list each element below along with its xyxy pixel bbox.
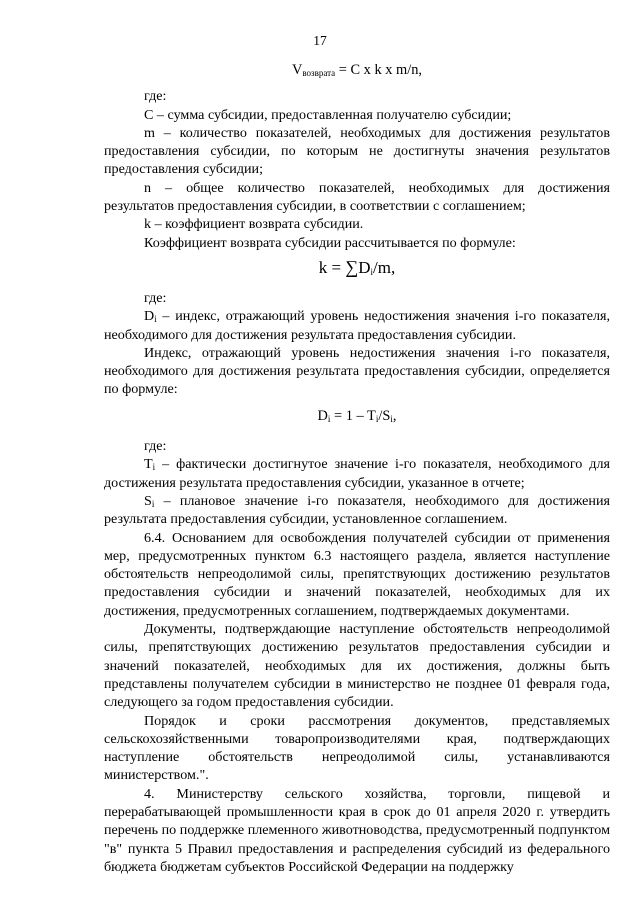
page-number: 17 — [313, 33, 327, 48]
paragraph-procedure: Порядок и сроки рассмотрения документов, представляемых сельскохозяйственными товаропроизводителями края, подтверждающих наступление обстоятельств непреодолимой силы, устанавливаются министерством.". — [104, 712, 610, 784]
where-label: где: — [144, 438, 167, 455]
definition-si-symbol: S — [144, 492, 152, 509]
sum-symbol: ∑ — [345, 256, 359, 277]
formula-di-d: D — [317, 407, 328, 424]
definition-c: С – сумма субсидии, предоставленная получателю субсидии; — [144, 106, 512, 123]
definition-di-text: – индекс, отражающий уровень недостижения значения i-го показателя, необходимого для достижения результата предоставления субсидии. — [104, 308, 610, 343]
definition-si — [104, 492, 610, 529]
formula-k-d-subscript: i — [370, 266, 374, 277]
formula-k-rest: /m, — [373, 257, 396, 277]
paragraph-6-4: 6.4. Основанием для освобождения получателей субсидии от применения мер, предусмотренных пунктом 6.3 настоящего раздела, является наступление обстоятельств непреодолимой силы, препятствующих достижению результатов предоставления субсидии и значений показателей, необходимых для их достижения, предусмотренных соглашением, подтверждаемых документами. — [104, 529, 610, 619]
paragraph-4: 4. Министерству сельского хозяйства, торговли, пищевой и перерабатывающей промышленности края в срок до 01 апреля 2020 г. утвердить перечень по поддержке племенного животноводства, предусмотренный подпунктом "в" пункта 5 Правил предоставления и распределения субсидий из федерального бюджета бюджетам субъектов Российской Федерации на поддержку — [104, 785, 610, 875]
where-label: где: — [144, 88, 167, 105]
definition-di — [104, 307, 610, 344]
formula-k-d: D — [358, 257, 371, 277]
definition-di-subscript: i — [154, 314, 157, 325]
definition-k: k – коэффициент возврата субсидии. — [144, 216, 364, 233]
formula-di-end: , — [392, 407, 397, 424]
formula-k — [104, 256, 610, 279]
formula-di-s-subscript: i — [390, 413, 393, 424]
definition-di-symbol: D — [144, 308, 155, 325]
definition-si-subscript: i — [151, 498, 155, 509]
definition-n: n – общее количество показателей, необходимых для достижения результатов предоставления субсидии, в соответствии с соглашением; — [104, 179, 610, 215]
formula-di-slash: /S — [378, 407, 391, 424]
paragraph-documents: Документы, подтверждающие наступление обстоятельств непреодолимой силы, препятствующих достижению результатов предоставления субсидии и значений показателей, необходимых для их достижения, должны быть представлены получателем субсидии в министерство не позднее 01 февраля года, следующего за годом предоставления субсидии. — [104, 621, 610, 711]
definition-ti-symbol: T — [144, 456, 153, 473]
definition-ti-text: – фактически достигнутое значение i-го показателя, необходимого для достижения результата предоставления субсидии, указанное в отчете; — [104, 456, 610, 491]
where-label: где: — [144, 289, 167, 306]
definition-m: m – количество показателей, необходимых для достижения результатов предоставления субсидии, по которым не достигнуты значения результатов предоставления субсидии; — [104, 124, 610, 178]
k-formula-intro: Коэффициент возврата субсидии рассчитывается по формуле: — [144, 234, 516, 251]
formula-di-t-subscript: i — [375, 413, 379, 424]
formula-v-lhs-subscript: возврата — [302, 68, 336, 78]
formula-v-return — [104, 61, 610, 79]
document-body — [104, 58, 610, 876]
definition-si-text: – плановое значение i-го показателя, необходимого для достижения результата предоставления субсидии, установленное соглашением. — [104, 492, 610, 528]
formula-di — [104, 407, 610, 425]
di-formula-intro: Индекс, отражающий уровень недостижения значения i-го показателя, необходимого для достижения результата предоставления субсидии, определяется по формуле: — [104, 344, 610, 398]
formula-di-d-subscript: i — [327, 413, 331, 424]
formula-v-lhs: V — [291, 62, 303, 78]
formula-v-rhs: = C x k x m/n, — [335, 62, 423, 78]
definition-ti — [104, 455, 610, 492]
formula-k-lhs: k = — [318, 257, 346, 277]
formula-di-mid: = 1 – T — [330, 407, 376, 424]
definition-ti-subscript: i — [152, 462, 156, 473]
